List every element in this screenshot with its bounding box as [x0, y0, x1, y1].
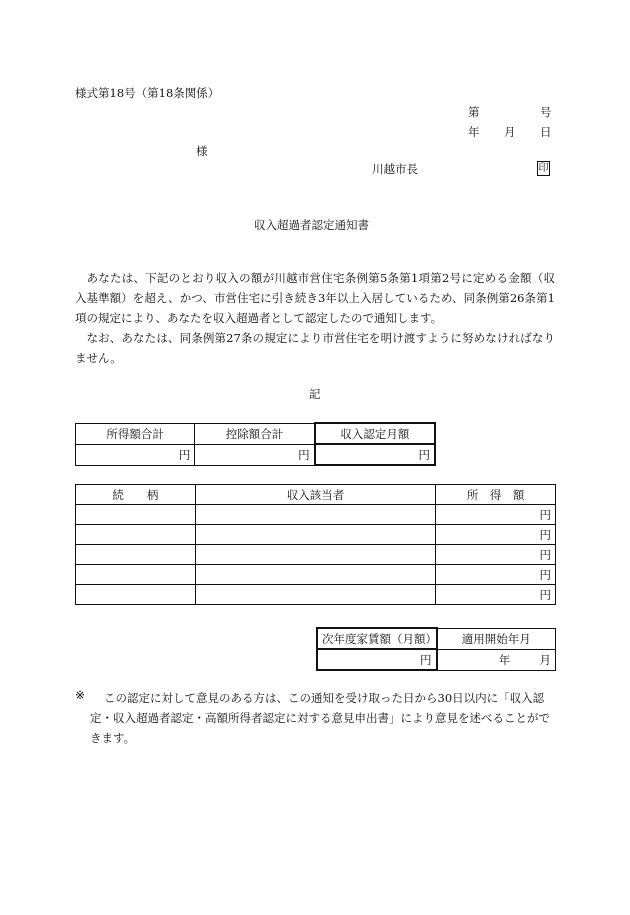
- body-paragraph-1: あなたは、下記のとおり収入の額が川越市営住宅条例第5条第1項第2号に定める金額（収入基準額）を超え、かつ、市営住宅に引き続き3年以上入居しているため、同条例第26条第1項の規定により、あなたを収入超過者として認定したので通知します。: [75, 271, 555, 325]
- cell-relationship: [76, 545, 196, 565]
- header-income-total: 所得額合計: [76, 423, 195, 444]
- header-income-earner: 収入該当者: [195, 485, 436, 505]
- body-paragraph-2: なお、あなたは、同条例第27条の規定により市営住宅を明け渡すように努めなければなりません。: [75, 331, 555, 365]
- header-recognized-monthly: 収入認定月額: [315, 423, 435, 444]
- start-month-label: 月: [539, 652, 551, 667]
- table-row: [76, 525, 556, 545]
- date-day: 日: [540, 125, 552, 139]
- document-title: 収入超過者認定通知書: [254, 218, 369, 232]
- cell-earner: [195, 565, 436, 585]
- cell-earner: [195, 585, 436, 605]
- date-month: 月: [504, 125, 516, 139]
- header-next-year-rent: 次年度家賃額（月額）: [317, 628, 437, 649]
- table-row: [76, 565, 556, 585]
- form-number: 様式第18号（第18条関係）: [75, 86, 220, 100]
- start-year-label: 年: [498, 652, 511, 667]
- note-text: この認定に対して意見のある方は、この通知を受け取った日から30日以内に「収入認定・収入超過者認定・高額所得者認定に対する意見申出書」により意見を述べることができます。: [90, 691, 550, 745]
- cell-relationship: [76, 585, 196, 605]
- ki-label: 記: [309, 387, 321, 401]
- header-start-month: 適用開始年月: [437, 628, 556, 649]
- body-text: [75, 268, 555, 368]
- table-row: [76, 505, 556, 525]
- cell-amount: 円: [436, 505, 556, 525]
- cell-amount: 円: [436, 525, 556, 545]
- issuer-name: 川越市長: [372, 162, 418, 176]
- cell-relationship: [76, 505, 196, 525]
- date-year: 年: [468, 125, 480, 139]
- cell-relationship: [76, 525, 196, 545]
- cell-earner: [195, 525, 436, 545]
- cell-amount: 円: [436, 545, 556, 565]
- note-mark: ※: [75, 688, 86, 702]
- next-year-rent-table: [316, 627, 556, 671]
- cell-income-total: 円: [76, 444, 195, 465]
- cell-relationship: [76, 565, 196, 585]
- header-income-amount: 所 得 額: [436, 485, 556, 505]
- income-summary-table: [75, 422, 436, 466]
- cell-earner: [195, 545, 436, 565]
- household-income-table: [75, 484, 556, 605]
- cell-amount: 円: [436, 585, 556, 605]
- cell-recognized-monthly: 円: [315, 444, 435, 465]
- seal-mark: 印: [538, 163, 549, 174]
- cell-amount: 円: [436, 565, 556, 585]
- cell-earner: [195, 505, 436, 525]
- table-row: [76, 585, 556, 605]
- recipient-suffix: 様: [196, 144, 208, 158]
- number-dai: 第: [468, 105, 480, 119]
- table-row: [76, 545, 556, 565]
- cell-deduction-total: 円: [195, 444, 315, 465]
- header-deduction-total: 控除額合計: [195, 423, 315, 444]
- cell-start-month: [437, 649, 556, 670]
- cell-next-year-rent: 円: [317, 649, 437, 670]
- number-go: 号: [540, 105, 552, 119]
- header-relationship: 続 柄: [76, 485, 196, 505]
